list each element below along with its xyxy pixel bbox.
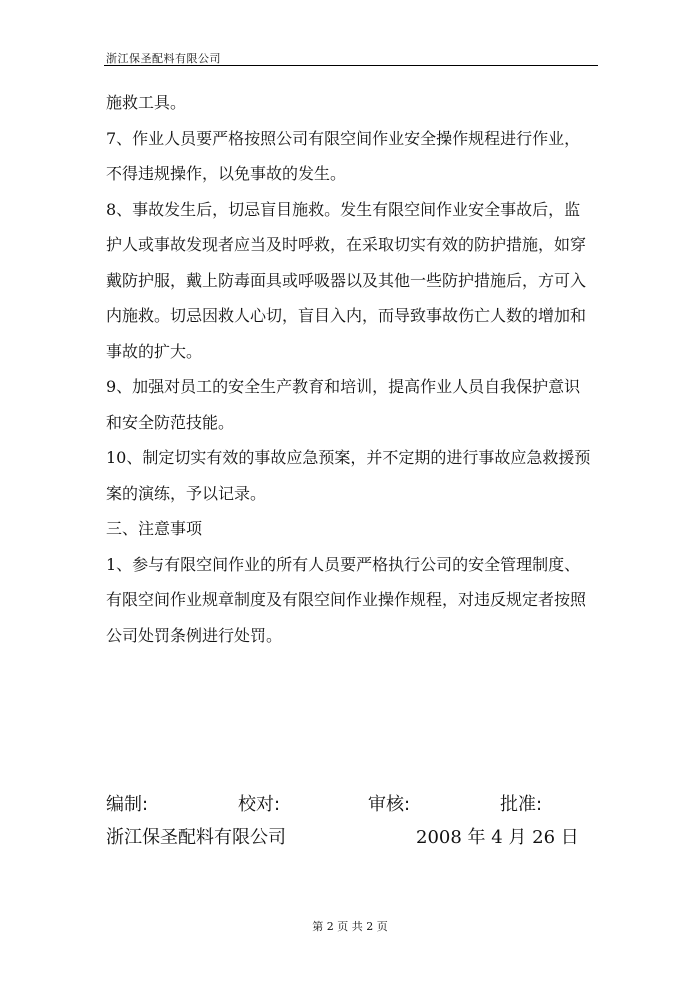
document-body xyxy=(106,85,594,653)
compiled-by-label: 编制: xyxy=(106,794,149,815)
issuer-row xyxy=(106,823,586,849)
page-header-company: 浙江保圣配料有限公司 xyxy=(106,52,221,65)
issuer-company: 浙江保圣配料有限公司 xyxy=(106,827,286,848)
signature-row xyxy=(106,790,586,816)
paragraph-continuation: 施救工具。 xyxy=(106,93,187,112)
issue-date: 2008 年 4 月 26 日 xyxy=(416,827,579,848)
reviewed-by-label: 审核: xyxy=(368,794,411,815)
paragraph-item-9: 9、加强对员工的安全生产教育和培训，提高作业人员自我保护意识和安全防范技能。 xyxy=(106,377,581,432)
paragraph-item-7: 7、作业人员要严格按照公司有限空间作业安全操作规程进行作业，不得违规操作，以免事故的发生。 xyxy=(106,128,581,183)
paragraph-item-10: 10、制定切实有效的事故应急预案，并不定期的进行事故应急救援预案的演练，予以记录。 xyxy=(106,448,591,503)
paragraph-note-1: 1、参与有限空间作业的所有人员要严格执行公司的安全管理制度、有限空间作业规章制度及有限空间作业操作规程，对违反规定者按照公司处罚条例进行处罚。 xyxy=(106,554,587,645)
approved-by-label: 批准: xyxy=(500,794,543,815)
paragraph-item-8: 8、事故发生后，切忌盲目施救。发生有限空间作业安全事故后，监护人或事故发现者应当及时呼救，在采取切实有效的防护措施，如穿戴防护服，戴上防毒面具或呼吸器以及其他一些防护措施后，方可入内施救。切忌因救人心切，盲目入内，而导致事故伤亡人数的增加和事故的扩大。 xyxy=(106,199,587,361)
header-rule xyxy=(104,65,598,66)
checked-by-label: 校对: xyxy=(238,794,281,815)
section-heading-notes: 三、注意事项 xyxy=(106,519,203,538)
page-number-footer: 第 2 页 共 2 页 xyxy=(312,920,388,933)
